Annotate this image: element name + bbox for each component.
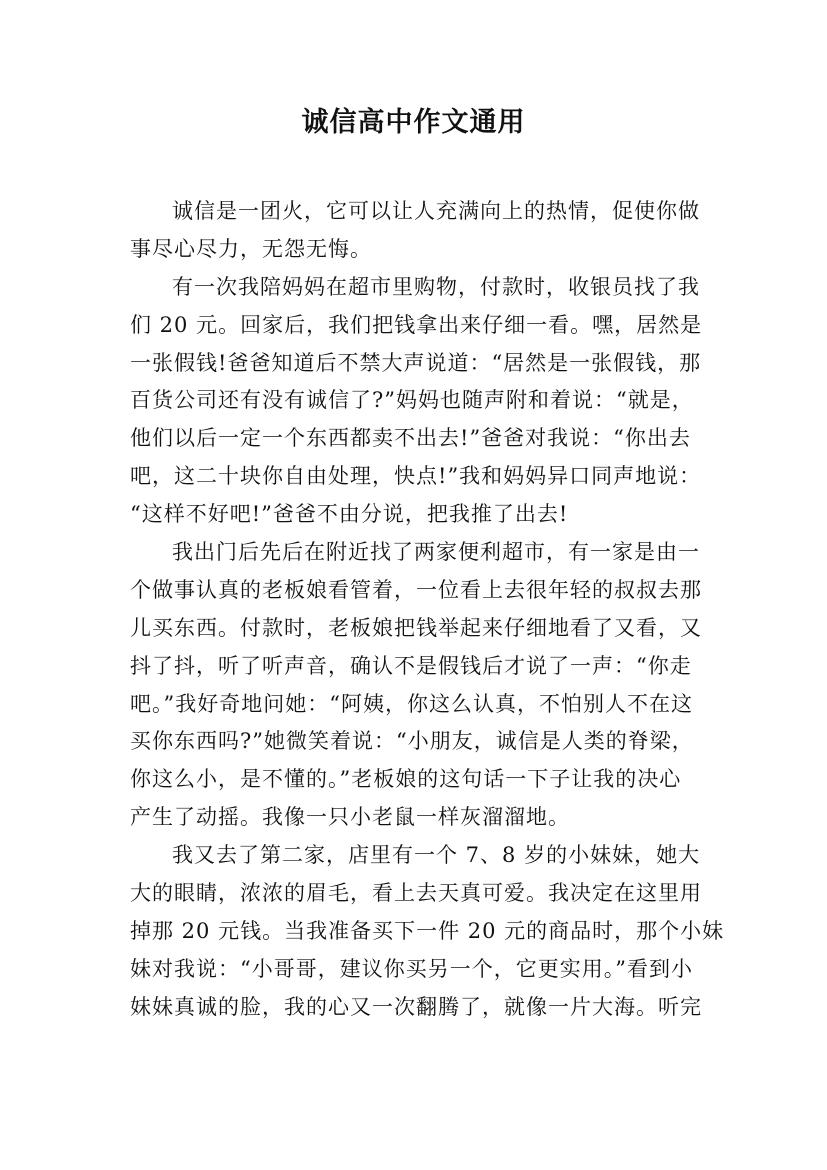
text-line: 诚信是一团火，它可以让人充满向上的热情，促使你做 bbox=[172, 199, 700, 223]
document-title: 诚信高中作文通用 bbox=[301, 107, 526, 138]
text-line: 儿买东西。付款时，老板娘把钱举起来仔细地看了又看，又 bbox=[130, 615, 702, 640]
text-line: 产生了动摇。我像一只小老鼠一样灰溜溜地。 bbox=[130, 805, 570, 830]
text-line: 买你东西吗?”她微笑着说：“小朋友，诚信是人类的脊梁， bbox=[130, 729, 694, 754]
text-line: 吧，这二十块你自由处理，快点!”我和妈妈异口同声地说： bbox=[130, 464, 702, 489]
text-line: 妹对我说：“小哥哥，建议你买另一个，它更实用。”看到小 bbox=[130, 956, 693, 981]
text-line: 事尽心尽力，无怨无悔。 bbox=[130, 236, 372, 261]
text-line: 百货公司还有没有诚信了?”妈妈也随声附和着说：“就是， bbox=[130, 388, 694, 413]
text-line: 你这么小，是不懂的。”老板娘的这句话一下子让我的决心 bbox=[130, 767, 682, 792]
text-line: “这样不好吧!”爸爸不由分说，把我推了出去! bbox=[130, 502, 569, 527]
text-line: 个做事认真的老板娘看管着，一位看上去很年轻的叔叔去那 bbox=[130, 577, 702, 602]
text-line: 抖了抖，听了听声音，确认不是假钱后才说了一声：“你走 bbox=[130, 653, 692, 678]
text-line: 一张假钱!爸爸知道后不禁大声说道：“居然是一张假钱，那 bbox=[130, 350, 702, 375]
text-line: 我又去了第二家，店里有一个 7、8 岁的小妹妹，她大 bbox=[172, 843, 701, 868]
text-line: 我出门后先后在附近找了两家便利超市，有一家是由一 bbox=[172, 540, 700, 565]
text-line: 大的眼睛，浓浓的眉毛，看上去天真可爱。我决定在这里用 bbox=[130, 881, 702, 906]
text-line: 们 20 元。回家后，我们把钱拿出来仔细一看。嘿，居然是 bbox=[130, 312, 703, 337]
document-body bbox=[130, 193, 725, 1027]
text-line: 吧。”我好奇地问她：“阿姨，你这么认真，不怕别人不在这 bbox=[130, 691, 693, 716]
text-line: 掉那 20 元钱。当我准备买下一件 20 元的商品时，那个小妹 bbox=[130, 918, 725, 943]
text-line: 他们以后一定一个东西都卖不出去!”爸爸对我说：“你出去 bbox=[130, 426, 691, 451]
text-line: 有一次我陪妈妈在超市里购物，付款时，收银员找了我 bbox=[172, 274, 700, 299]
text-line: 妹妹真诚的脸，我的心又一次翻腾了，就像一片大海。听完 bbox=[130, 994, 702, 1019]
